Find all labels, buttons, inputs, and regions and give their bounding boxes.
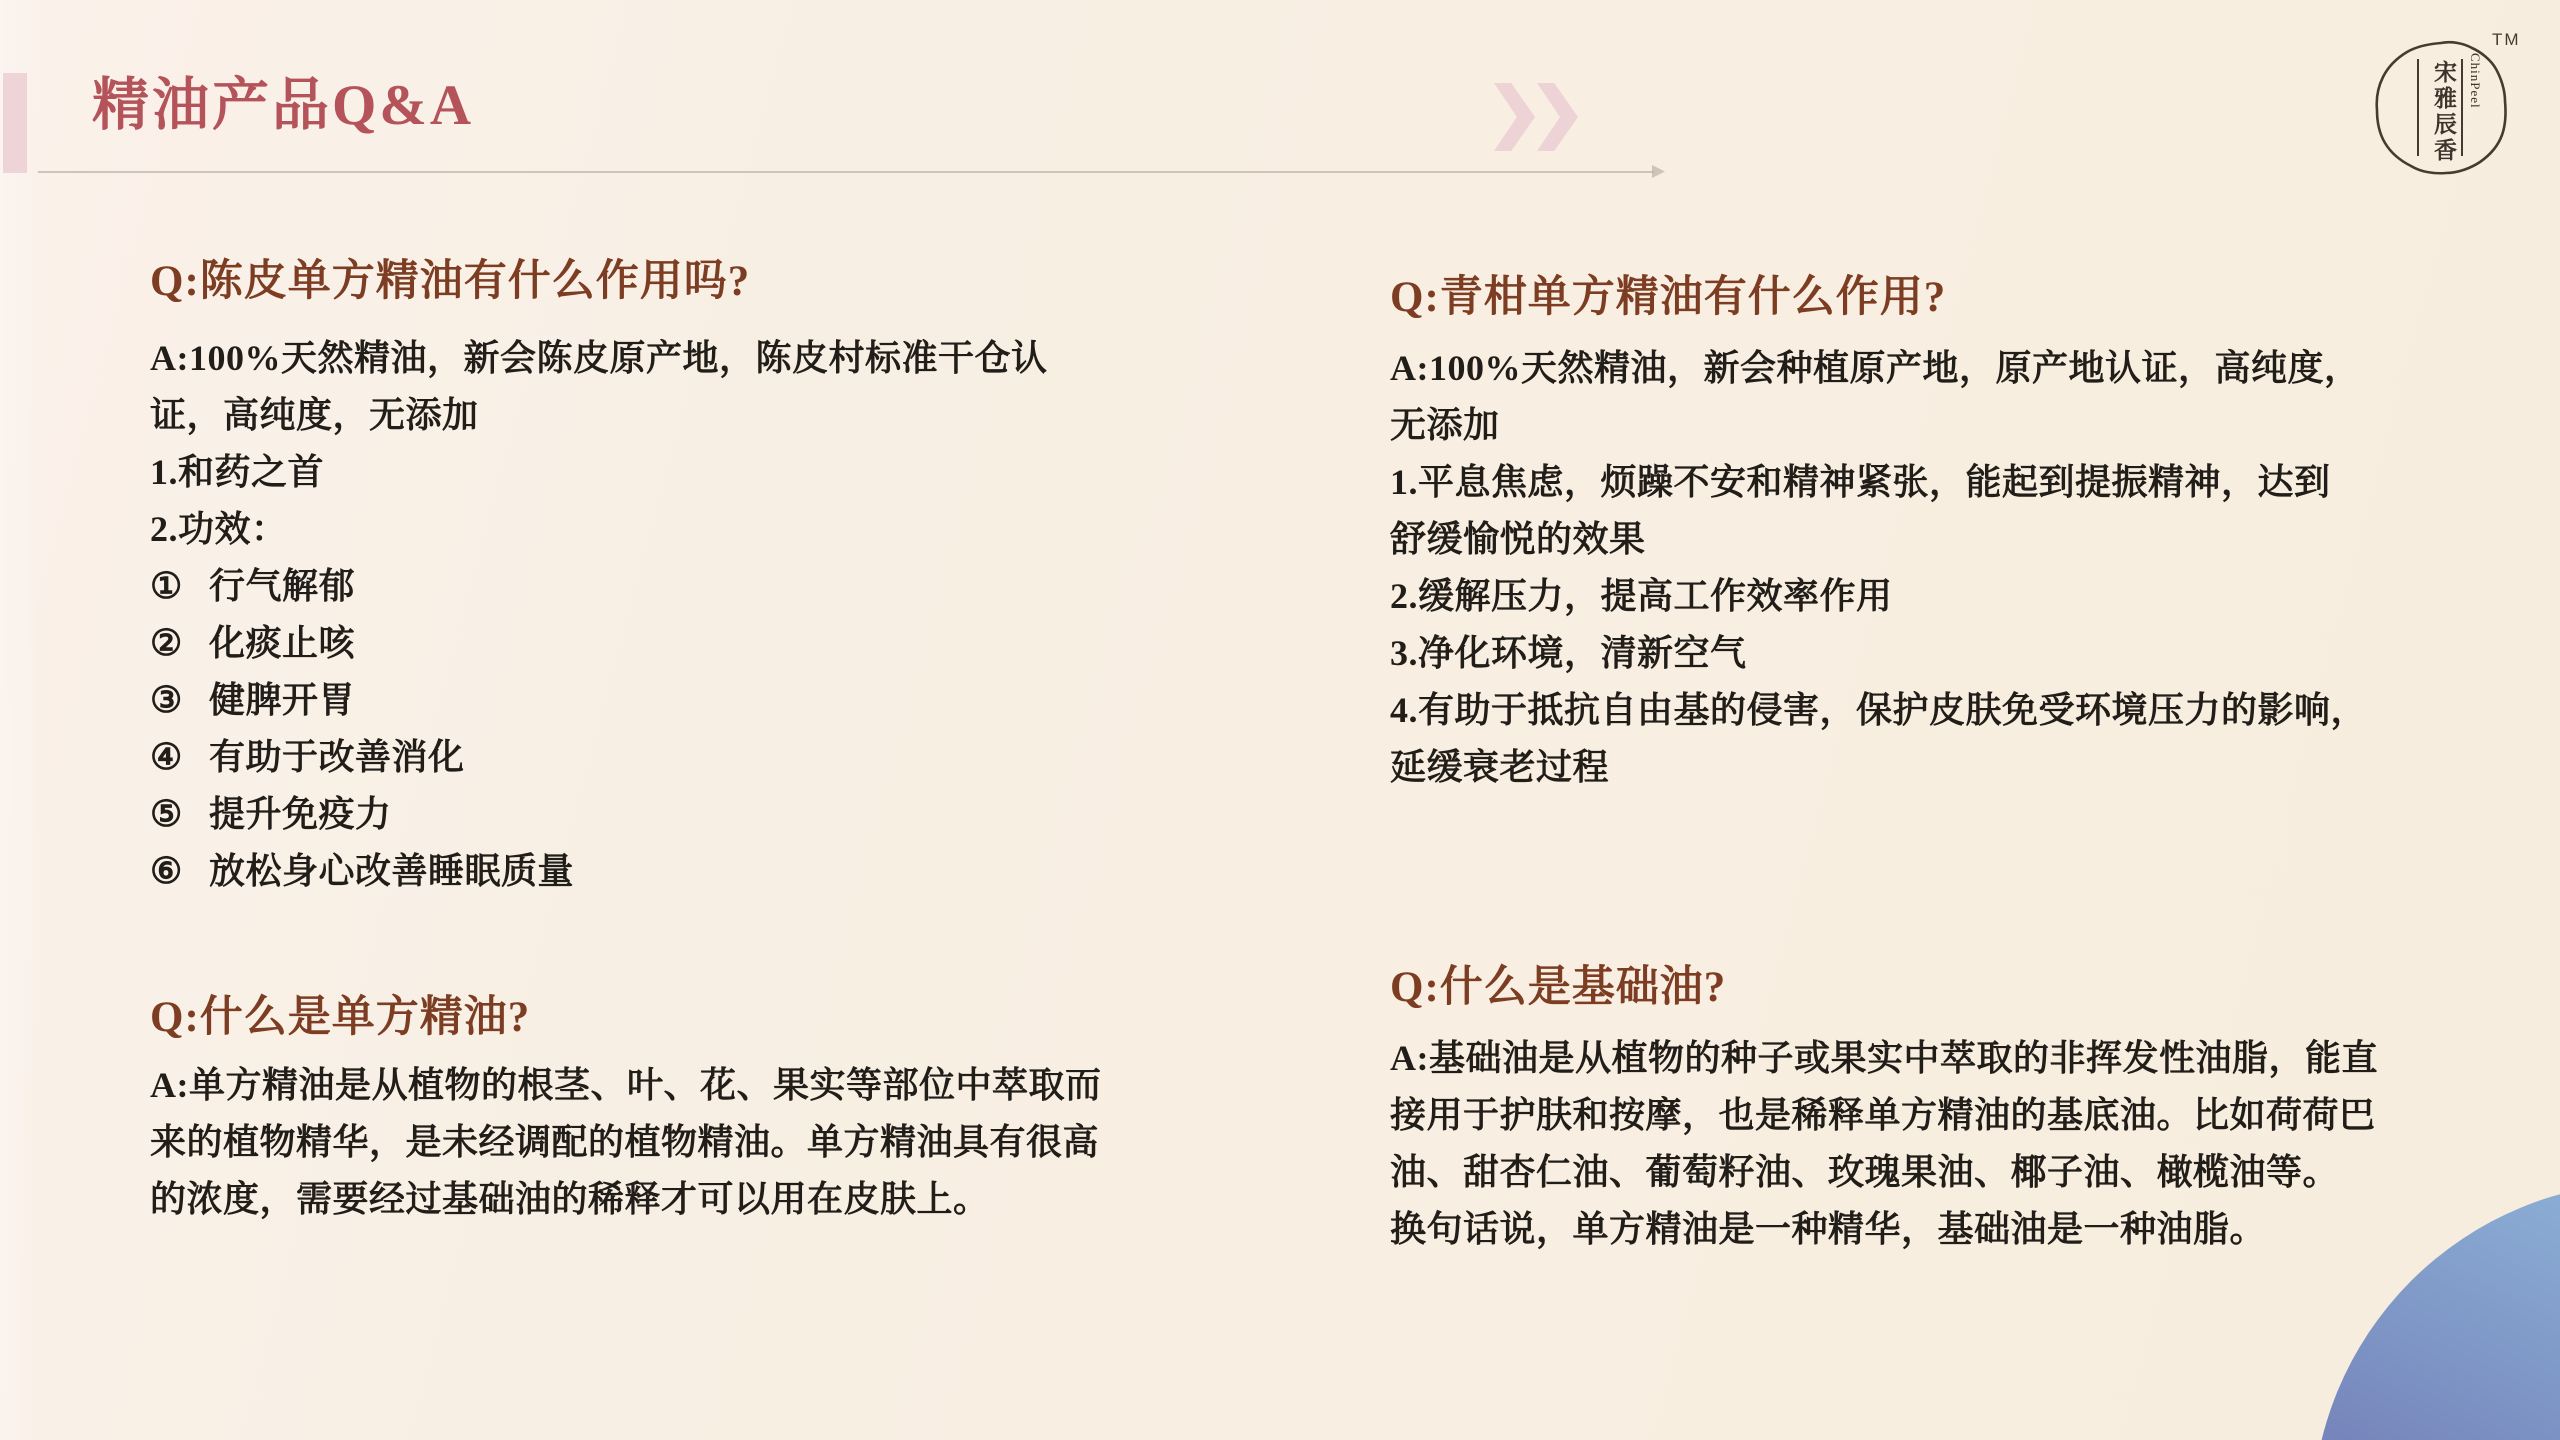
list-item-text: 提升免疫力 (209, 794, 392, 834)
answer-line: 1.和药之首 (150, 452, 325, 492)
question-heading: Q:什么是基础油? (1390, 964, 1727, 1011)
answer-line: A:单方精油是从植物的根茎、叶、花、果实等部位中萃取而 (150, 1065, 1102, 1105)
answer-line: 油、甜杏仁油、葡萄籽油、玫瑰果油、椰子油、橄榄油等。 (1390, 1152, 2340, 1192)
answer-line: A:基础油是从植物的种子或果实中萃取的非挥发性油脂，能直 (1390, 1038, 2378, 1078)
list-item (150, 672, 574, 729)
list-item-text: 行气解郁 (209, 566, 356, 606)
list-item-number: ⑤ (150, 794, 183, 834)
list-item (150, 786, 574, 843)
answer-line: 来的植物精华，是未经调配的植物精油。单方精油具有很高 (150, 1122, 1100, 1162)
divider-arrow-icon (1652, 165, 1665, 178)
page-title: 精油产品Q&A (92, 74, 474, 137)
trademark-label: TM (2492, 30, 2521, 49)
question-heading: Q:青柑单方精油有什么作用? (1390, 274, 1947, 321)
answer-paragraph (1390, 340, 2367, 796)
brand-name-english: ChinPeel (2468, 53, 2483, 109)
list-item-number: ④ (150, 737, 183, 777)
answer-line: 4.有助于抵抗自由基的侵害，保护皮肤免受环境压力的影响， (1390, 690, 2368, 730)
chevron-right-icon (1494, 83, 1535, 151)
effects-list (150, 558, 574, 900)
list-item-number: ② (150, 623, 183, 663)
list-item (150, 729, 574, 786)
list-item-text: 化痰止咳 (209, 623, 356, 663)
answer-line: 1.平息焦虑，烦躁不安和精神紧张，能起到提振精神，达到 (1390, 462, 2331, 502)
answer-line: 舒缓愉悦的效果 (1390, 519, 1646, 559)
list-item-number: ⑥ (150, 851, 183, 891)
list-item (150, 843, 574, 900)
question-heading: Q:什么是单方精油? (150, 994, 531, 1041)
list-item-number: ③ (150, 680, 183, 720)
answer-line: 延缓衰老过程 (1390, 747, 1610, 787)
list-item (150, 615, 574, 672)
answer-line: 证，高纯度，无添加 (150, 395, 479, 435)
answer-line: 无添加 (1390, 405, 1500, 445)
list-item-text: 健脾开胃 (209, 680, 356, 720)
brand-name-chinese: 宋雅辰香 (2431, 60, 2456, 164)
chevron-right-icon (1537, 83, 1578, 151)
brand-seal-logo (2371, 38, 2511, 177)
answer-line: 3.净化环境，清新空气 (1390, 633, 1747, 673)
answer-line: 换句话说，单方精油是一种精华，基础油是一种油脂。 (1390, 1209, 2267, 1249)
list-item (150, 558, 574, 615)
header-divider (38, 171, 1654, 173)
seal-right-rule (2461, 59, 2463, 156)
answer-paragraph (1390, 1030, 2378, 1258)
answer-line: 接用于护肤和按摩，也是稀释单方精油的基底油。比如荷荷巴 (1390, 1095, 2376, 1135)
title-accent-bar (3, 73, 27, 173)
answer-line: A:100%天然精油，新会陈皮原产地，陈皮村标准干仓认 (150, 338, 1048, 378)
answer-paragraph (150, 1057, 1102, 1228)
answer-paragraph (150, 330, 1048, 558)
list-item-text: 有助于改善消化 (209, 737, 465, 777)
seal-left-rule (2417, 59, 2419, 156)
answer-line: 的浓度，需要经过基础油的稀释才可以用在皮肤上。 (150, 1179, 990, 1219)
list-item-number: ① (150, 566, 183, 606)
answer-line: A:100%天然精油，新会种植原产地，原产地认证，高纯度， (1390, 348, 2361, 388)
answer-line: 2.缓解压力，提高工作效率作用 (1390, 576, 1893, 616)
answer-line: 2.功效： (150, 509, 288, 549)
list-item-text: 放松身心改善睡眠质量 (209, 851, 575, 891)
question-heading: Q:陈皮单方精油有什么作用吗? (150, 258, 751, 305)
